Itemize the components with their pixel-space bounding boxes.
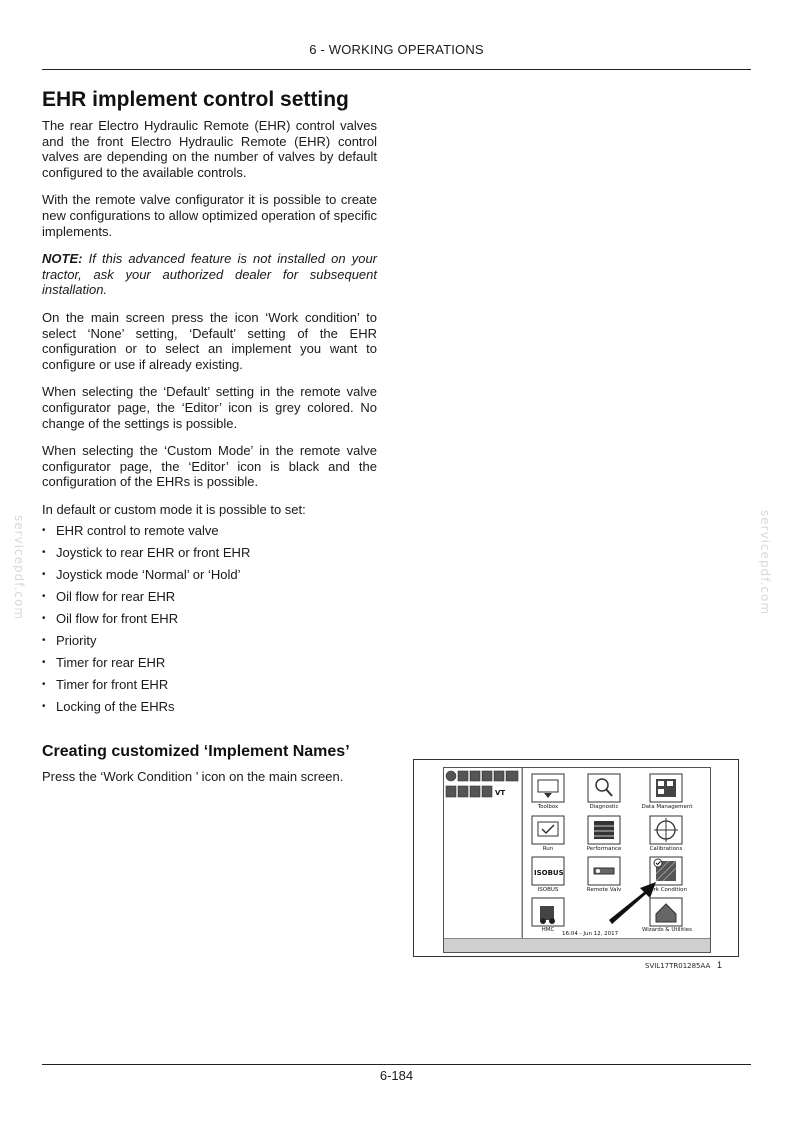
- watermark-right: servicepdf.com: [758, 510, 772, 616]
- note-label: NOTE:: [42, 251, 83, 267]
- magnifier-icon: [588, 774, 620, 802]
- paragraph-custom: When selecting the ‘Custom Mode’ in the remote valve configurator page, the ‘Editor’ icon is black and the configuration of the EHRs is possible.: [42, 443, 377, 490]
- tile-label-calibrations: Calibrations: [649, 846, 683, 852]
- tile-grid: [444, 768, 710, 952]
- data-management-tile: [650, 774, 682, 802]
- bullet-icon: •: [42, 635, 46, 647]
- diagnostic-tile: [588, 774, 620, 802]
- tile-label-remote-valve: Remote Valv: [586, 887, 622, 893]
- figure-frame: [413, 759, 739, 957]
- list-item: • Oil flow for front EHR: [42, 611, 179, 627]
- toolbox-tile: [532, 774, 564, 802]
- list-item: • Timer for front EHR: [42, 677, 169, 693]
- isobus-tile-text: ISOBUS: [534, 869, 564, 877]
- remote-valve-tile: [588, 857, 620, 885]
- work-condition-tile: [650, 857, 682, 885]
- header-rule: [42, 69, 751, 70]
- tile-label-toolbox: Toolbox: [537, 804, 559, 810]
- list-item: • Joystick mode ‘Normal’ or ‘Hold’: [42, 567, 241, 583]
- bullet-icon: •: [42, 591, 46, 603]
- tile-label-performance: Performance: [586, 846, 622, 852]
- tile-label-hmc: HMC: [541, 927, 555, 933]
- tile-label-work-condition: Work Condition: [645, 887, 687, 893]
- figure-number: 1: [717, 960, 723, 970]
- paragraph-default: When selecting the ‘Default’ setting in the remote valve configurator page, the ‘Editor’ icon is grey colored. No change of the settings is possible.: [42, 384, 377, 431]
- bullet-icon: •: [42, 613, 46, 625]
- run-tile: [532, 816, 564, 844]
- bullet-icon: •: [42, 657, 46, 669]
- tile-label-data-management: Data Management: [641, 804, 693, 810]
- tile-label-wizards: Wizards & Utilities: [641, 927, 693, 933]
- paragraph-work-condition: On the main screen press the icon ‘Work condition’ to select ‘None’ setting, ‘Default’ setting of the EHR configuration or to select an implement you want to configure or use if already existing.: [42, 309, 377, 372]
- bullet-icon: •: [42, 701, 46, 713]
- list-item: • Joystick to rear EHR or front EHR: [42, 545, 251, 561]
- bullet-icon: •: [42, 525, 46, 537]
- note-paragraph: [42, 251, 377, 298]
- bullet-icon: •: [42, 569, 46, 581]
- settings-list: [42, 523, 377, 714]
- page-number: 6-184: [379, 1068, 414, 1083]
- main-text-column: [42, 88, 377, 797]
- tile-label-run: Run: [542, 846, 554, 852]
- tile-label-isobus: ISOBUS: [537, 887, 559, 893]
- paragraph-configurator: With the remote valve configurator it is possible to create new configurations to allow optimized operation of specific implements.: [42, 192, 377, 239]
- paragraph-settings-intro: In default or custom mode it is possible to set:: [42, 501, 306, 517]
- list-item: • Oil flow for rear EHR: [42, 589, 176, 605]
- display-screen: [443, 767, 711, 953]
- tile-label-diagnostic: Diagnostic: [589, 804, 619, 810]
- bullet-icon: •: [42, 547, 46, 559]
- display-timestamp: 16:04 - Jun 12, 2017: [562, 931, 619, 937]
- wizards-tile: [650, 898, 682, 926]
- list-item: • Priority: [42, 633, 97, 649]
- performance-tile: [588, 816, 620, 844]
- note-text: If this advanced feature is not installed on your tractor, ask your authorized dealer for subsequent installation.: [42, 251, 377, 298]
- hmc-tile: [532, 898, 564, 926]
- section-title: EHR implement control setting: [42, 88, 349, 111]
- figure-caption: SVIL17TR01285AA: [645, 962, 711, 970]
- calibrations-tile: [650, 816, 682, 844]
- display-status-bar: [444, 938, 710, 953]
- list-item: • Locking of the EHRs: [42, 699, 175, 715]
- bullet-icon: •: [42, 679, 46, 691]
- subsection-title: Creating customized ‘Implement Names’: [42, 742, 350, 760]
- list-item: • EHR control to remote valve: [42, 523, 219, 539]
- running-header: 6 - WORKING OPERATIONS: [309, 42, 484, 57]
- instruction-text: Press the ‘Work Condition ’ icon on the main screen.: [42, 768, 344, 784]
- watermark-left: servicepdf.com: [12, 515, 26, 621]
- vt-label: VT: [495, 789, 506, 797]
- list-item: • Timer for rear EHR: [42, 655, 166, 671]
- isobus-tile: [532, 857, 564, 885]
- footer-rule: [42, 1064, 751, 1065]
- paragraph-intro: The rear Electro Hydraulic Remote (EHR) control valves and the front Electro Hydraulic Remote (EHR) control valves are depending on the number of valves by default configured to the available controls.: [42, 118, 377, 180]
